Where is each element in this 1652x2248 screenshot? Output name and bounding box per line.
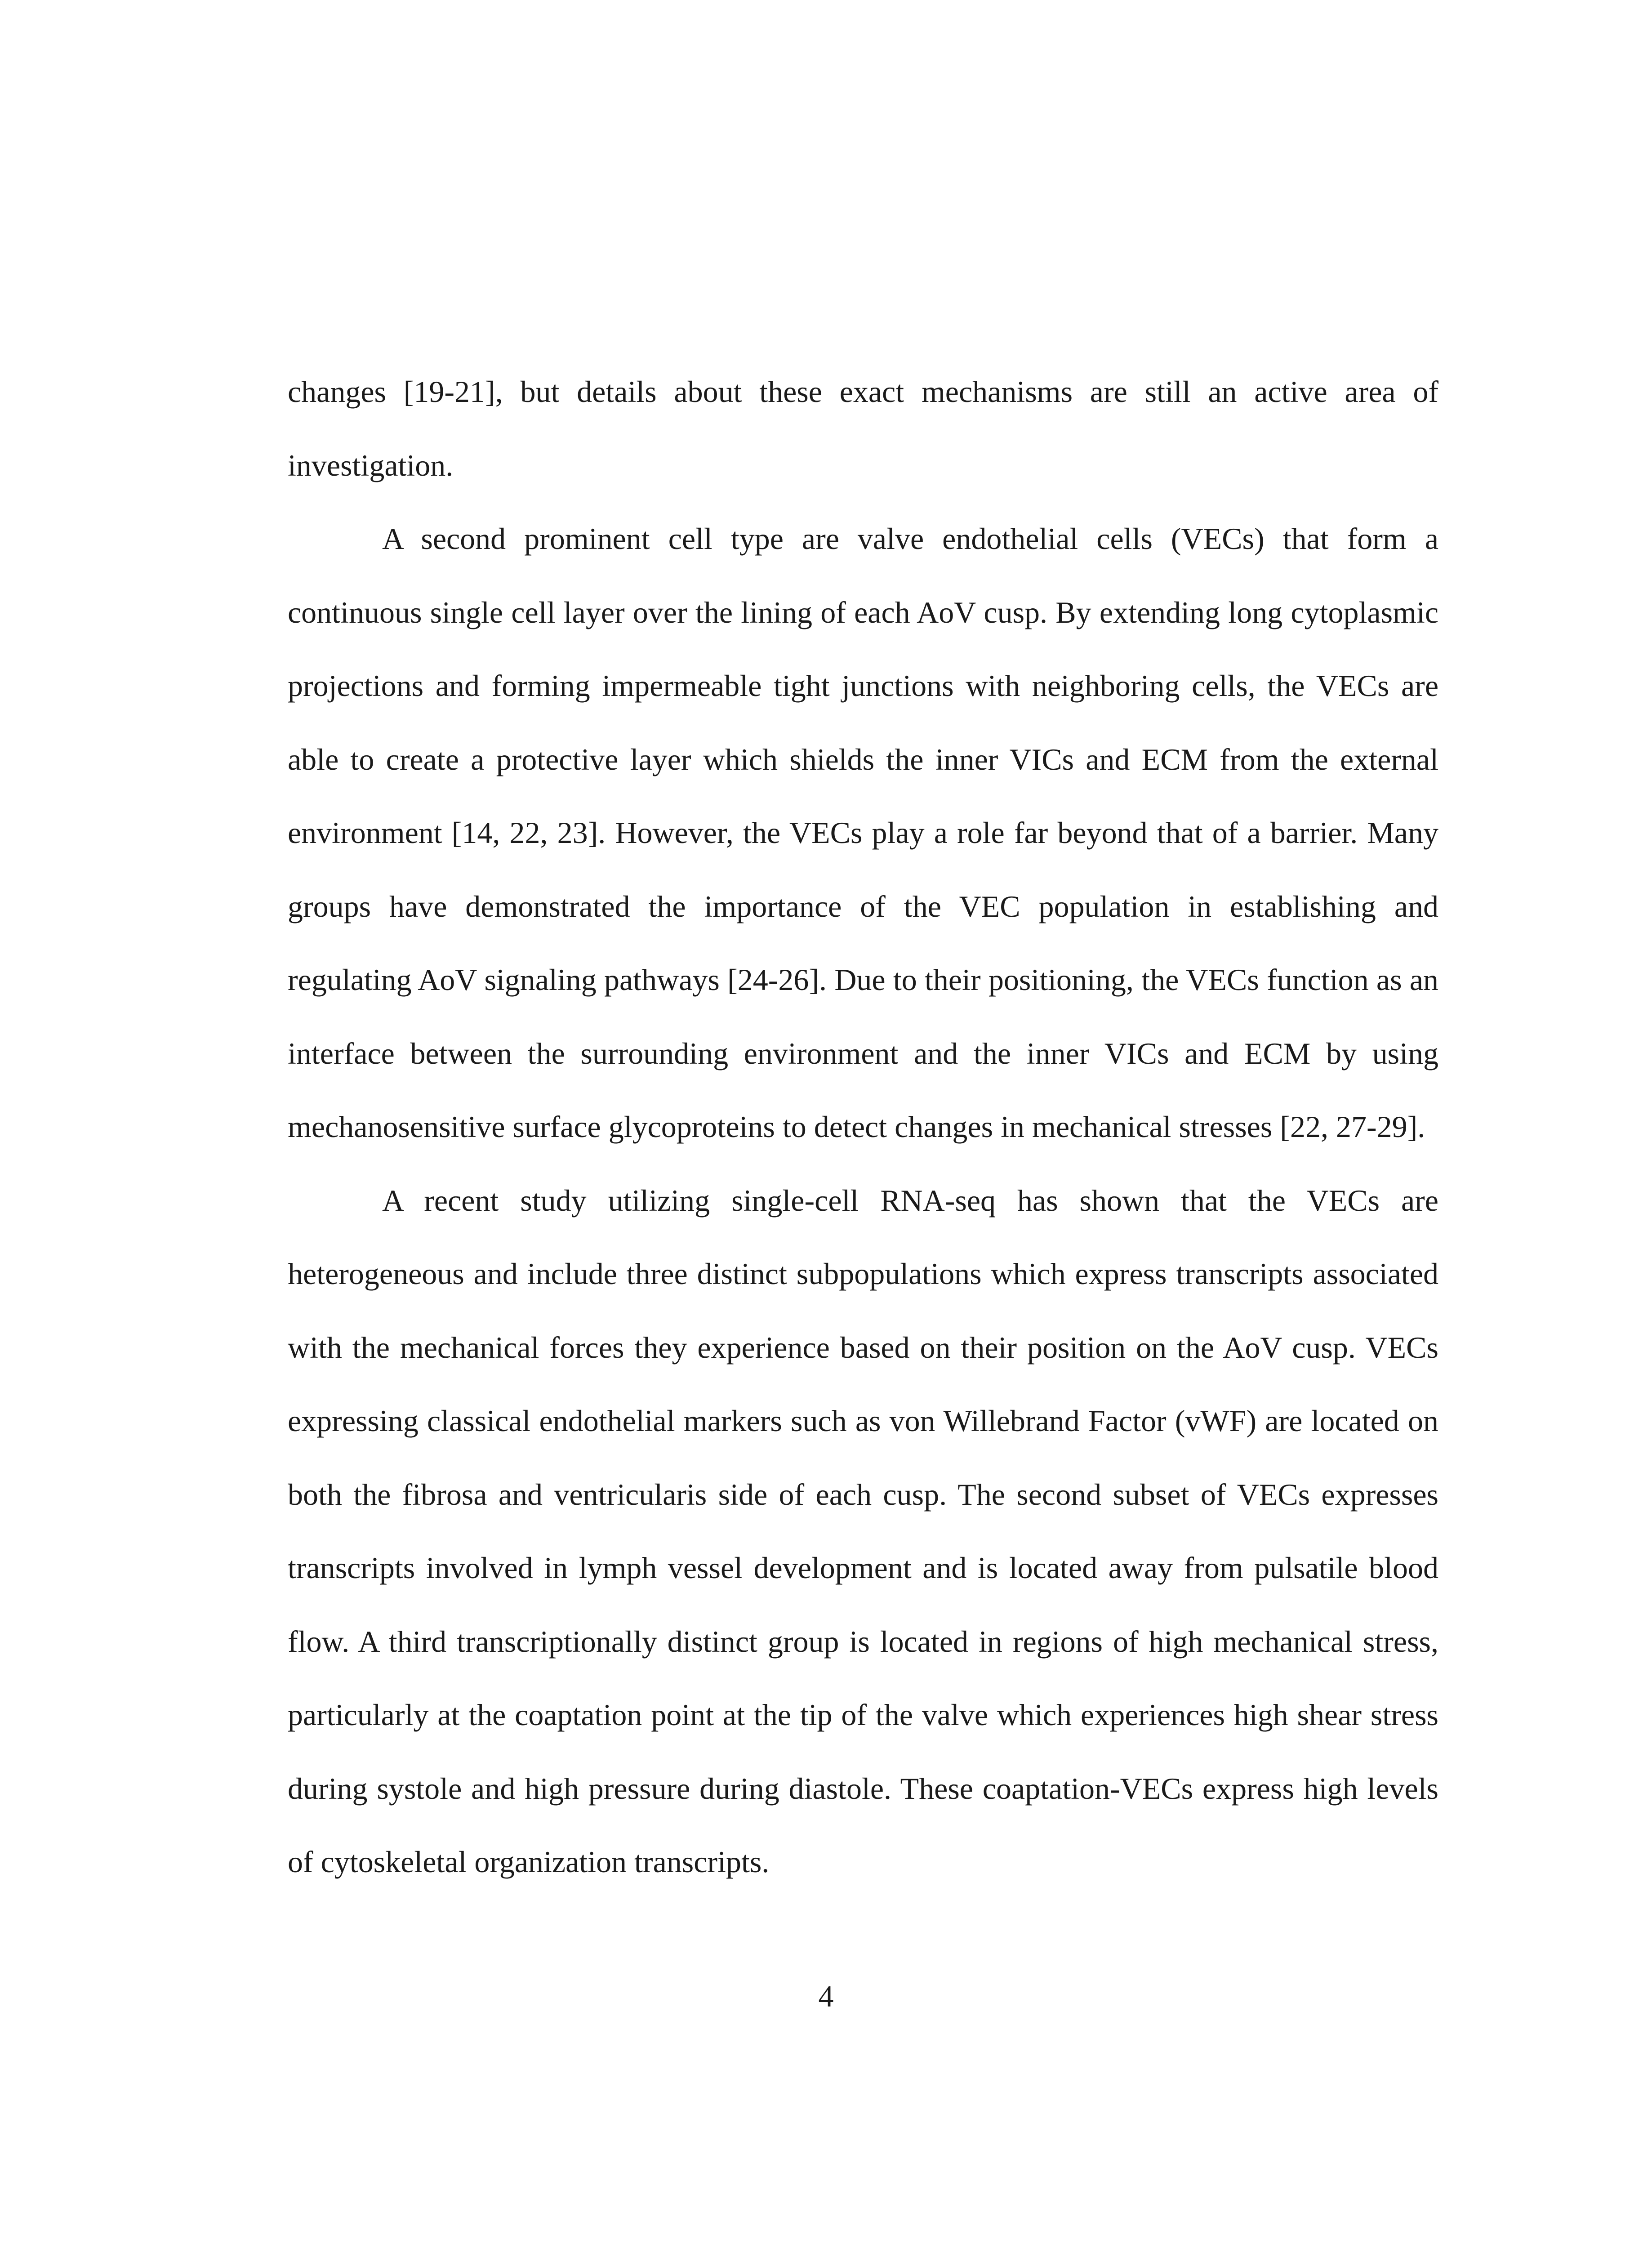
body-text	[288, 355, 1438, 1899]
page-number: 4	[818, 1979, 834, 2013]
paragraph-vec-heterogeneity: A recent study utilizing single-cell RNA-seq has shown that the VECs are heterogeneous and include three distinct subpopulations which express transcripts associated with the mechanical forces they experience based on their position on the AoV cusp. VECs expressing classical endothelial markers such as von Willebrand Factor (vWF) are located on both the fibrosa and ventricularis side of each cusp. The second subset of VECs expresses transcripts involved in lymph vessel development and is located away from pulsatile blood flow. A third transcriptionally distinct group is located in regions of high mechanical stress, particularly at the coaptation point at the tip of the valve which experiences high shear stress during systole and high pressure during diastole. These coaptation-VECs express high levels of cytoskeletal organization transcripts.	[288, 1183, 1438, 1879]
paragraph-vec-intro: A second prominent cell type are valve endothelial cells (VECs) that form a continuous single cell layer over the lining of each AoV cusp. By extending long cytoplasmic projections and forming impermeable tight junctions with neighboring cells, the VECs are able to create a protective layer which shields the inner VICs and ECM from the external environment [14, 22, 23]. However, the VECs play a role far beyond that of a barrier. Many groups have demonstrated the importance of the VEC population in establishing and regulating AoV signaling pathways [24-26]. Due to their positioning, the VECs function as an interface between the surrounding environment and the inner VICs and ECM by using mechanosensitive surface glycoproteins to detect changes in mechanical stresses [22, 27-29].	[288, 522, 1438, 1144]
paragraph-continuation: changes [19-21], but details about these exact mechanisms are still an active area of investigation.	[288, 375, 1438, 482]
